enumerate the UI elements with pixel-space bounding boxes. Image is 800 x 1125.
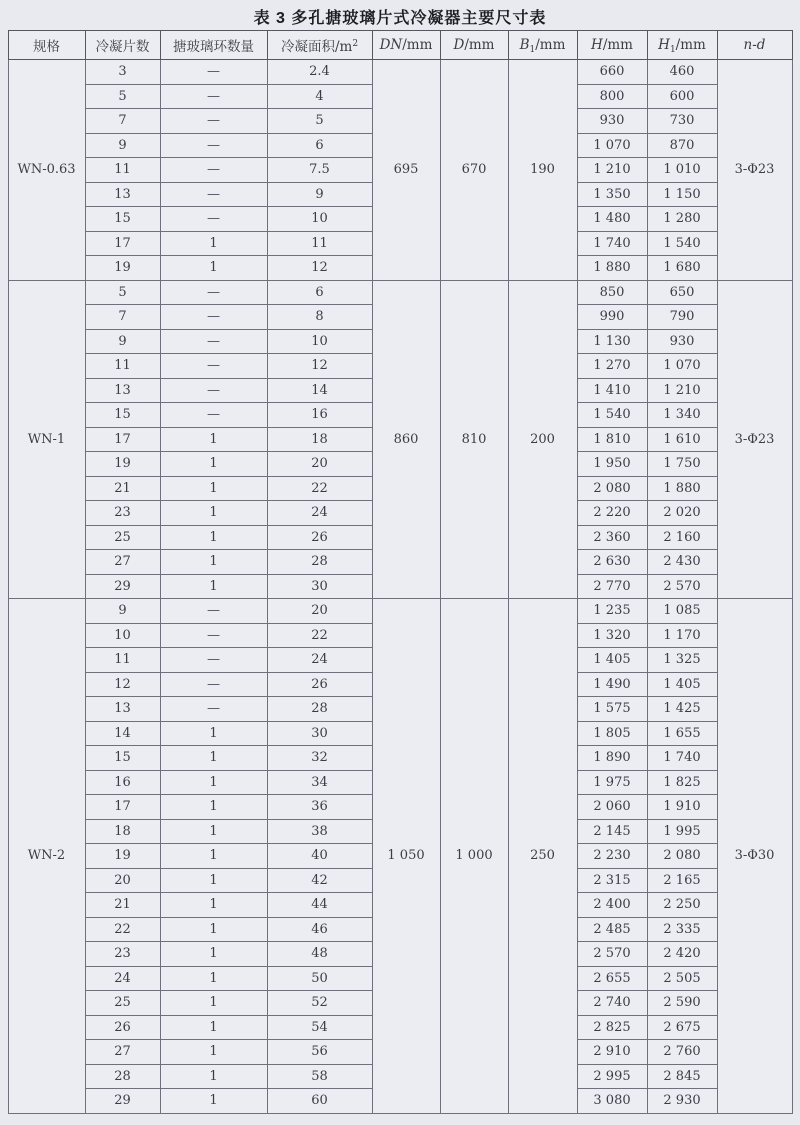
cell-h: 2 995	[577, 1064, 647, 1089]
cell-pieces: 11	[85, 354, 160, 379]
table-title: 表 3 多孔搪玻璃片式冷凝器主要尺寸表	[253, 10, 547, 27]
cell-rings: 1	[160, 770, 267, 795]
cell-nd: 3-Φ23	[717, 280, 792, 599]
cell-spec: WN-1	[8, 280, 85, 599]
cell-area: 12	[267, 354, 372, 379]
cell-area: 60	[267, 1089, 372, 1114]
header-text-segment: 冷凝面积/m	[280, 39, 353, 55]
cell-rings: 1	[160, 746, 267, 771]
cell-rings: 1	[160, 1089, 267, 1114]
cell-h: 1 540	[577, 403, 647, 428]
cell-pieces: 26	[85, 1015, 160, 1040]
cell-pieces: 15	[85, 207, 160, 232]
cell-h: 930	[577, 109, 647, 134]
cell-h: 2 315	[577, 868, 647, 893]
cell-h: 1 810	[577, 427, 647, 452]
header-spec	[8, 31, 85, 60]
cell-pieces: 21	[85, 476, 160, 501]
cell-rings: 1	[160, 819, 267, 844]
cell-rings: 1	[160, 893, 267, 918]
cell-rings	[160, 280, 267, 305]
cell-rings: 1	[160, 501, 267, 526]
cell-area: 4	[267, 84, 372, 109]
cell-h: 990	[577, 305, 647, 330]
cell-area: 34	[267, 770, 372, 795]
cell-rings: 1	[160, 844, 267, 869]
cell-pieces: 19	[85, 256, 160, 281]
cell-h: 1 070	[577, 133, 647, 158]
cell-h: 1 350	[577, 182, 647, 207]
cell-pieces: 12	[85, 672, 160, 697]
cell-rings	[160, 109, 267, 134]
cell-rings: 1	[160, 574, 267, 599]
cell-rings: 1	[160, 966, 267, 991]
cell-pieces: 19	[85, 452, 160, 477]
no-value-dash: —	[207, 358, 220, 374]
header-text-segment: 1	[529, 45, 536, 55]
cell-pieces: 7	[85, 305, 160, 330]
cell-h1: 870	[647, 133, 717, 158]
cell-h: 1 210	[577, 158, 647, 183]
cell-pieces: 9	[85, 599, 160, 624]
no-value-dash: —	[207, 627, 220, 643]
cell-h1: 600	[647, 84, 717, 109]
cell-area: 12	[267, 256, 372, 281]
cell-h1: 1 655	[647, 721, 717, 746]
cell-h: 1 805	[577, 721, 647, 746]
cell-area: 9	[267, 182, 372, 207]
cell-h1: 790	[647, 305, 717, 330]
cell-h1: 930	[647, 329, 717, 354]
cell-h: 2 570	[577, 942, 647, 967]
cell-rings	[160, 182, 267, 207]
cell-area: 44	[267, 893, 372, 918]
no-value-dash: —	[207, 407, 220, 423]
no-value-dash: —	[207, 211, 220, 227]
cell-b1: 250	[508, 599, 577, 1114]
cell-area: 50	[267, 966, 372, 991]
cell-rings	[160, 329, 267, 354]
cell-area: 28	[267, 697, 372, 722]
cell-h: 2 770	[577, 574, 647, 599]
header-row	[8, 31, 792, 60]
cell-h: 1 410	[577, 378, 647, 403]
cell-h1: 1 680	[647, 256, 717, 281]
cell-area: 40	[267, 844, 372, 869]
cell-pieces: 24	[85, 966, 160, 991]
cell-h: 2 360	[577, 525, 647, 550]
cell-pieces: 9	[85, 133, 160, 158]
cell-pieces: 17	[85, 795, 160, 820]
cell-rings: 1	[160, 1040, 267, 1065]
cell-rings	[160, 354, 267, 379]
cell-b1: 190	[508, 60, 577, 281]
cell-h1: 1 610	[647, 427, 717, 452]
cell-h: 2 485	[577, 917, 647, 942]
cell-pieces: 20	[85, 868, 160, 893]
cell-h1: 1 150	[647, 182, 717, 207]
cell-rings	[160, 378, 267, 403]
cell-dn: 695	[372, 60, 440, 281]
cell-h1: 2 430	[647, 550, 717, 575]
cell-h: 1 480	[577, 207, 647, 232]
cell-h1: 1 995	[647, 819, 717, 844]
no-value-dash: —	[207, 382, 220, 398]
header-h	[577, 31, 647, 60]
cell-h: 2 910	[577, 1040, 647, 1065]
cell-area: 2.4	[267, 60, 372, 85]
cell-h: 1 880	[577, 256, 647, 281]
cell-pieces: 10	[85, 623, 160, 648]
no-value-dash: —	[207, 284, 220, 300]
cell-pieces: 14	[85, 721, 160, 746]
cell-area: 30	[267, 574, 372, 599]
cell-h: 2 220	[577, 501, 647, 526]
cell-rings: 1	[160, 476, 267, 501]
cell-h1: 1 740	[647, 746, 717, 771]
no-value-dash: —	[207, 88, 220, 104]
cell-d: 810	[440, 280, 508, 599]
cell-h: 1 975	[577, 770, 647, 795]
cell-rings	[160, 599, 267, 624]
cell-h1: 460	[647, 60, 717, 85]
cell-h1: 1 405	[647, 672, 717, 697]
cell-pieces: 28	[85, 1064, 160, 1089]
cell-pieces: 25	[85, 991, 160, 1016]
cell-area: 56	[267, 1040, 372, 1065]
cell-area: 38	[267, 819, 372, 844]
header-pieces	[85, 31, 160, 60]
cell-h1: 1 910	[647, 795, 717, 820]
cell-h1: 2 020	[647, 501, 717, 526]
cell-rings: 1	[160, 452, 267, 477]
cell-rings	[160, 207, 267, 232]
cell-area: 10	[267, 207, 372, 232]
cell-area: 5	[267, 109, 372, 134]
cell-h1: 730	[647, 109, 717, 134]
cell-rings: 1	[160, 550, 267, 575]
cell-area: 14	[267, 378, 372, 403]
header-text-segment: H	[591, 37, 603, 53]
cell-pieces: 5	[85, 84, 160, 109]
cell-h1: 1 170	[647, 623, 717, 648]
cell-pieces: 11	[85, 158, 160, 183]
cell-rings	[160, 648, 267, 673]
cell-h: 2 825	[577, 1015, 647, 1040]
cell-pieces: 23	[85, 942, 160, 967]
cell-h1: 2 335	[647, 917, 717, 942]
cell-rings: 1	[160, 231, 267, 256]
cell-h1: 1 540	[647, 231, 717, 256]
cell-d: 670	[440, 60, 508, 281]
cell-h1: 1 280	[647, 207, 717, 232]
cell-h1: 2 845	[647, 1064, 717, 1089]
cell-h: 1 490	[577, 672, 647, 697]
table-header	[8, 31, 792, 60]
cell-h: 2 060	[577, 795, 647, 820]
dimensions-table	[8, 30, 793, 1114]
no-value-dash: —	[207, 652, 220, 668]
no-value-dash: —	[207, 701, 220, 717]
cell-h: 1 890	[577, 746, 647, 771]
cell-rings: 1	[160, 721, 267, 746]
cell-rings	[160, 60, 267, 85]
cell-dn: 1 050	[372, 599, 440, 1114]
cell-rings: 1	[160, 795, 267, 820]
cell-area: 16	[267, 403, 372, 428]
table-row	[8, 599, 792, 624]
cell-h1: 1 825	[647, 770, 717, 795]
header-text-segment: /mm	[464, 37, 495, 53]
cell-h: 850	[577, 280, 647, 305]
cell-h1: 1 010	[647, 158, 717, 183]
cell-area: 52	[267, 991, 372, 1016]
cell-area: 10	[267, 329, 372, 354]
cell-h: 1 235	[577, 599, 647, 624]
header-dn	[372, 31, 440, 60]
cell-area: 24	[267, 501, 372, 526]
cell-h: 3 080	[577, 1089, 647, 1114]
cell-area: 32	[267, 746, 372, 771]
cell-rings	[160, 623, 267, 648]
cell-rings: 1	[160, 525, 267, 550]
cell-area: 18	[267, 427, 372, 452]
cell-h1: 2 420	[647, 942, 717, 967]
cell-area: 28	[267, 550, 372, 575]
cell-pieces: 13	[85, 697, 160, 722]
cell-h1: 1 880	[647, 476, 717, 501]
cell-pieces: 7	[85, 109, 160, 134]
cell-rings: 1	[160, 942, 267, 967]
cell-h: 2 145	[577, 819, 647, 844]
cell-h: 2 740	[577, 991, 647, 1016]
cell-area: 7.5	[267, 158, 372, 183]
cell-h1: 1 210	[647, 378, 717, 403]
cell-rings	[160, 133, 267, 158]
cell-pieces: 21	[85, 893, 160, 918]
cell-h1: 2 760	[647, 1040, 717, 1065]
cell-pieces: 17	[85, 427, 160, 452]
cell-pieces: 22	[85, 917, 160, 942]
cell-h: 1 405	[577, 648, 647, 673]
cell-pieces: 23	[85, 501, 160, 526]
no-value-dash: —	[207, 603, 220, 619]
no-value-dash: —	[207, 113, 220, 129]
header-d	[440, 31, 508, 60]
cell-pieces: 13	[85, 378, 160, 403]
header-text-segment: n-d	[743, 37, 766, 53]
cell-pieces: 13	[85, 182, 160, 207]
cell-rings	[160, 697, 267, 722]
cell-area: 46	[267, 917, 372, 942]
cell-pieces: 11	[85, 648, 160, 673]
header-text-segment: /mm	[602, 37, 633, 53]
header-text-segment: 1	[669, 45, 676, 55]
header-text-segment: D	[453, 37, 465, 53]
cell-rings: 1	[160, 917, 267, 942]
cell-area: 42	[267, 868, 372, 893]
cell-h: 800	[577, 84, 647, 109]
cell-h1: 2 590	[647, 991, 717, 1016]
header-text-segment: H	[658, 37, 670, 53]
cell-pieces: 15	[85, 746, 160, 771]
header-text-segment: DN	[379, 37, 403, 53]
cell-h1: 1 070	[647, 354, 717, 379]
cell-rings: 1	[160, 1064, 267, 1089]
cell-rings	[160, 158, 267, 183]
header-text-segment: B	[519, 37, 530, 53]
header-text-segment: /mm	[402, 37, 433, 53]
header-text-segment: /mm	[535, 37, 566, 53]
cell-d: 1 000	[440, 599, 508, 1114]
cell-rings: 1	[160, 256, 267, 281]
cell-rings	[160, 84, 267, 109]
cell-pieces: 19	[85, 844, 160, 869]
header-nd	[717, 31, 792, 60]
cell-area: 54	[267, 1015, 372, 1040]
cell-pieces: 16	[85, 770, 160, 795]
cell-b1: 200	[508, 280, 577, 599]
cell-h1: 650	[647, 280, 717, 305]
cell-h: 1 740	[577, 231, 647, 256]
cell-dn: 860	[372, 280, 440, 599]
cell-spec: WN-2	[8, 599, 85, 1114]
cell-h1: 1 750	[647, 452, 717, 477]
cell-h1: 2 570	[647, 574, 717, 599]
cell-h1: 2 505	[647, 966, 717, 991]
cell-h1: 2 165	[647, 868, 717, 893]
cell-h: 2 630	[577, 550, 647, 575]
cell-h: 1 575	[577, 697, 647, 722]
header-text-segment: 规格	[33, 39, 60, 55]
cell-pieces: 5	[85, 280, 160, 305]
cell-h: 1 130	[577, 329, 647, 354]
no-value-dash: —	[207, 309, 220, 325]
table-row	[8, 280, 792, 305]
no-value-dash: —	[207, 162, 220, 178]
cell-nd: 3-Φ30	[717, 599, 792, 1114]
no-value-dash: —	[207, 333, 220, 349]
cell-area: 30	[267, 721, 372, 746]
cell-pieces: 27	[85, 1040, 160, 1065]
cell-pieces: 25	[85, 525, 160, 550]
cell-h1: 2 080	[647, 844, 717, 869]
cell-spec: WN-0.63	[8, 60, 85, 281]
cell-area: 58	[267, 1064, 372, 1089]
cell-rings: 1	[160, 427, 267, 452]
header-text-segment: 搪玻璃环数量	[173, 39, 254, 55]
cell-area: 36	[267, 795, 372, 820]
header-text-segment: 冷凝片数	[95, 39, 150, 55]
cell-h1: 2 250	[647, 893, 717, 918]
cell-h1: 2 160	[647, 525, 717, 550]
cell-area: 6	[267, 280, 372, 305]
cell-area: 24	[267, 648, 372, 673]
cell-h: 2 655	[577, 966, 647, 991]
cell-h1: 1 325	[647, 648, 717, 673]
cell-pieces: 18	[85, 819, 160, 844]
header-rings	[160, 31, 267, 60]
cell-h: 2 400	[577, 893, 647, 918]
cell-h1: 1 340	[647, 403, 717, 428]
cell-pieces: 29	[85, 574, 160, 599]
cell-area: 22	[267, 623, 372, 648]
cell-area: 26	[267, 672, 372, 697]
header-text-segment: 2	[352, 39, 359, 49]
no-value-dash: —	[207, 676, 220, 692]
cell-h: 1 950	[577, 452, 647, 477]
cell-rings	[160, 403, 267, 428]
header-text-segment: /mm	[675, 37, 706, 53]
cell-rings: 1	[160, 1015, 267, 1040]
header-h1	[647, 31, 717, 60]
cell-area: 22	[267, 476, 372, 501]
cell-h: 2 080	[577, 476, 647, 501]
cell-h: 1 270	[577, 354, 647, 379]
cell-rings	[160, 305, 267, 330]
no-value-dash: —	[207, 137, 220, 153]
cell-pieces: 3	[85, 60, 160, 85]
cell-area: 48	[267, 942, 372, 967]
cell-pieces: 15	[85, 403, 160, 428]
header-b1	[508, 31, 577, 60]
cell-rings: 1	[160, 991, 267, 1016]
cell-h1: 1 425	[647, 697, 717, 722]
cell-area: 20	[267, 452, 372, 477]
header-area	[267, 31, 372, 60]
cell-h: 1 320	[577, 623, 647, 648]
cell-pieces: 17	[85, 231, 160, 256]
cell-pieces: 29	[85, 1089, 160, 1114]
cell-h: 660	[577, 60, 647, 85]
cell-area: 8	[267, 305, 372, 330]
cell-pieces: 27	[85, 550, 160, 575]
cell-area: 11	[267, 231, 372, 256]
table-row	[8, 60, 792, 85]
no-value-dash: —	[207, 186, 220, 202]
cell-area: 20	[267, 599, 372, 624]
cell-rings	[160, 672, 267, 697]
cell-h1: 2 930	[647, 1089, 717, 1114]
cell-h1: 1 085	[647, 599, 717, 624]
cell-pieces: 9	[85, 329, 160, 354]
cell-nd: 3-Φ23	[717, 60, 792, 281]
cell-rings: 1	[160, 868, 267, 893]
cell-h: 2 230	[577, 844, 647, 869]
table-body	[8, 60, 792, 1114]
cell-h1: 2 675	[647, 1015, 717, 1040]
cell-area: 26	[267, 525, 372, 550]
cell-area: 6	[267, 133, 372, 158]
no-value-dash: —	[207, 64, 220, 80]
